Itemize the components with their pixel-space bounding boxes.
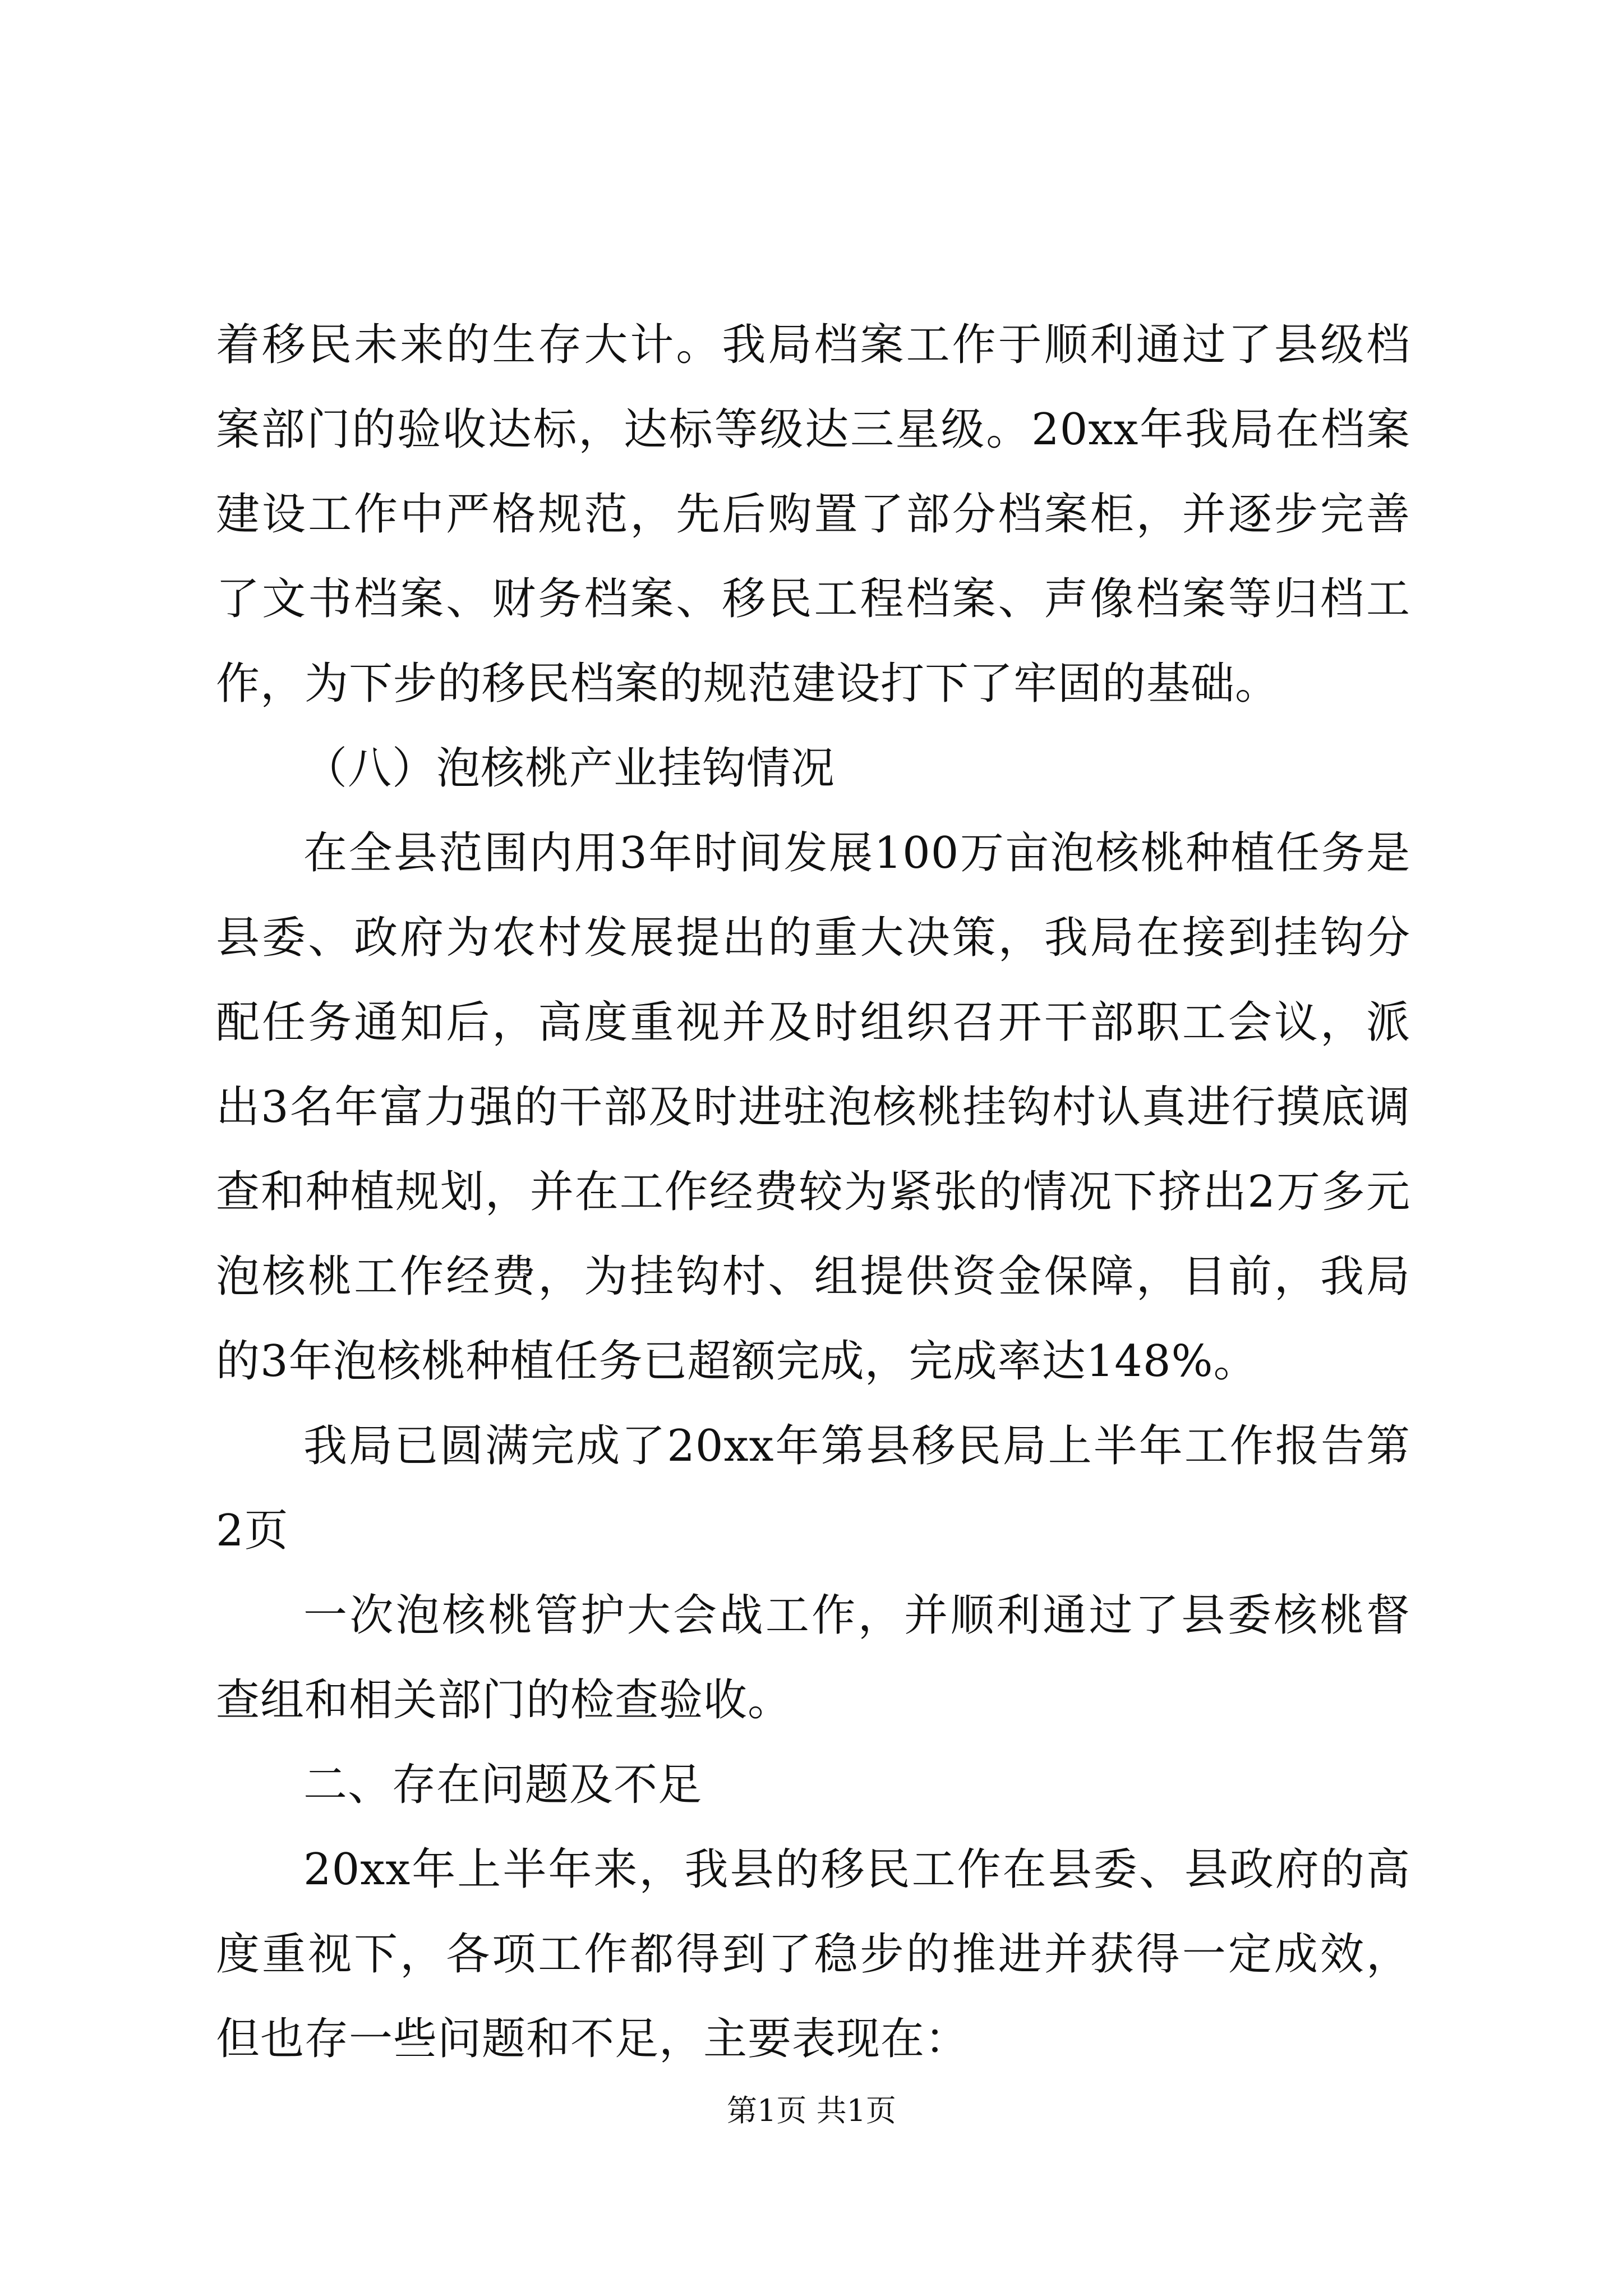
section-heading-walnut-industry: （八）泡核桃产业挂钩情况 — [303, 743, 836, 794]
paragraph-problems-intro: 20xx年上半年来，我县的移民工作在县委、县政府的高度重视下，各项工作都得到了稳步的推进并获得一定成效，但也存一些问题和不足，主要表现在： — [216, 1844, 1410, 2064]
paragraph-walnut-planting: 在全县范围内用3年时间发展100万亩泡核桃种植任务是县委、政府为农村发展提出的重大决策，我局在接到挂钩分配任务通知后，高度重视并及时组织召开干部职工会议，派出3名年富力强的干部及时进驻泡核桃挂钩村认真进行摸底调查和种植规划，并在工作经费较为紧张的情况下挤出2万多元泡核桃工作经费，为挂钩村、组提供资金保障，目前，我局的3年泡核桃种植任务已超额完成，完成率达148%。 — [216, 828, 1410, 1387]
paragraph-archives-continuation: 着移民未来的生存大计。我局档案工作于顺利通过了县级档案部门的验收达标，达标等级达三星级。20xx年我局在档案建设工作中严格规范，先后购置了部分档案柜，并逐步完善了文书档案、财务档案、移民工程档案、声像档案等归档工作，为下步的移民档案的规范建设打下了牢固的基础。 — [216, 320, 1410, 709]
page-footer: 第1页 共1页 — [727, 2093, 896, 2128]
section-heading-problems: 二、存在问题及不足 — [303, 1760, 703, 1810]
paragraph-walnut-campaign: 一次泡核桃管护大会战工作，并顺利通过了县委核桃督查组和相关部门的检查验收。 — [216, 1590, 1410, 1726]
paragraph-page-break-note: 我局已圆满完成了20xx年第县移民局上半年工作报告第2页 — [216, 1421, 1410, 1556]
document-body — [216, 303, 1410, 2082]
